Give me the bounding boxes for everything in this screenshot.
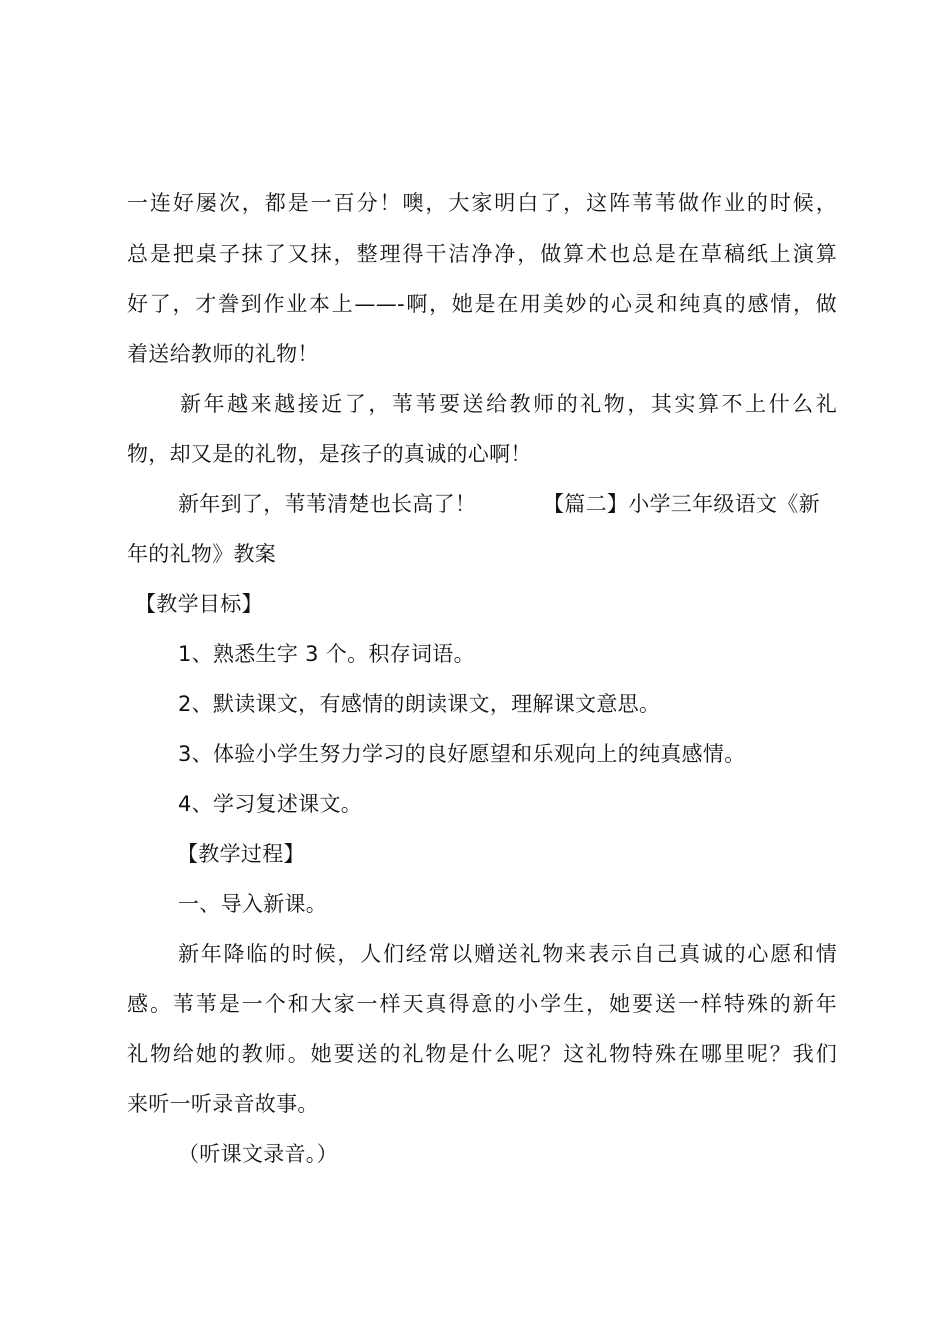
list-item: 3、体验小学生努力学习的良好愿望和乐观向上的纯真感情。 [178, 742, 746, 766]
paragraph-line: 物，却又是的礼物，是孩子的真诚的心啊！ [127, 442, 532, 466]
paragraph-line: 新年越来越接近了，苇苇要送给教师的礼物，其实算不上什么礼 [180, 392, 837, 416]
list-item: 2、默读课文，有感情的朗读课文，理解课文意思。 [178, 692, 661, 716]
paragraph-line: 总是把桌子抹了又抹，整理得干洁净净，做算术也总是在草稿纸上演算 [127, 242, 837, 266]
paragraph-line: 新年降临的时候，人们经常以赠送礼物来表示自己真诚的心愿和情 [178, 942, 837, 966]
paragraph-line: 新年到了，苇苇清楚也长高了！ [178, 492, 477, 516]
paragraph-line: 好了，才誊到作业本上——-啊，她是在用美妙的心灵和纯真的感情，做 [127, 292, 837, 316]
paragraph-line: 一连好屡次，都是一百分！噢，大家明白了，这阵苇苇做作业的时候， [127, 191, 837, 215]
section-heading: 【教学目标】 [135, 592, 263, 616]
paragraph-line: 礼物给她的教师。她要送的礼物是什么呢？这礼物特殊在哪里呢？我们 [127, 1042, 837, 1066]
list-item: 1、熟悉生字 3 个。积存词语。 [178, 642, 475, 666]
paragraph-line: 来听一听录音故事。 [127, 1092, 319, 1116]
paragraph-line: 感。苇苇是一个和大家一样天真得意的小学生，她要送一样特殊的新年 [127, 992, 837, 1016]
paragraph-line: 着送给教师的礼物！ [127, 342, 319, 366]
paragraph-line: （听课文录音。） [178, 1142, 338, 1166]
subsection-heading: 一、导入新课。 [178, 892, 328, 916]
section-heading: 【教学过程】 [177, 842, 305, 866]
list-item: 4、学习复述课文。 [178, 792, 363, 816]
section-heading-continuation: 年的礼物》教案 [127, 542, 277, 566]
section-heading: 【篇二】小学三年级语文《新 [543, 492, 820, 516]
